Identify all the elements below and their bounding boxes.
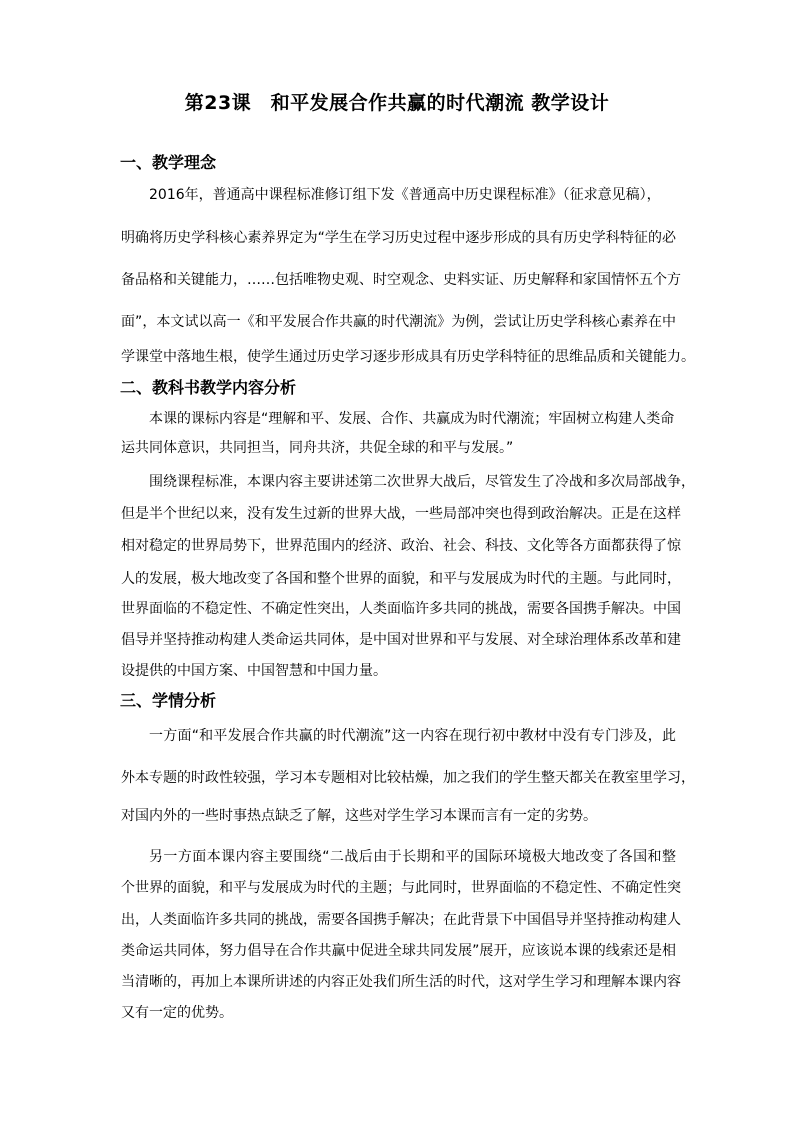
paragraph-line: 围绕课程标准，本课内容主要讲述第二次世界大战后，尽管发生了冷战和多次局部战争， [149, 474, 695, 490]
paragraph-line: 对国内外的一些时事热点缺乏了解，这些对学生学习本课而言有一定的劣势。 [121, 808, 597, 824]
section-heading-student-analysis: 三、学情分析 [120, 691, 217, 710]
paragraph-line: 本课的课标内容是“理解和平、发展、合作、共赢成为时代潮流；牢固树立构建人类命 [149, 411, 675, 427]
paragraph-line: 面”，本文试以高一《和平发展合作共赢的时代潮流》为例，尝试让历史学科核心素养在中 [121, 314, 676, 330]
paragraph-line: 学课堂中落地生根，使学生通过历史学习逐步形成具有历史学科特征的思维品质和关键能力。 [121, 349, 695, 365]
paragraph-line: 备品格和关键能力，……包括唯物史观、时空观念、史料实证、历史解释和家国情怀五个方 [121, 272, 681, 288]
paragraph-line: 相对稳定的世界局势下，世界范围内的经济、政治、社会、科技、文化等各方面都获得了惊 [121, 538, 681, 554]
paragraph-line: 出，人类面临许多共同的挑战，需要各国携手解决；在此背景下中国倡导并坚持推动构建人 [121, 912, 681, 928]
paragraph-line: 明确将历史学科核心素养界定为“学生在学习历史过程中逐步形成的具有历史学科特征的必 [121, 230, 676, 246]
paragraph-line: 世界面临的不稳定性、不确定性突出，人类面临许多共同的挑战，需要各国携手解决。中国 [121, 601, 681, 617]
document-title: 第23课 和平发展合作共赢的时代潮流 教学设计 [184, 92, 610, 114]
section-heading-textbook-analysis: 二、教科书教学内容分析 [120, 378, 297, 397]
paragraph-line: 个世界的面貌，和平与发展成为时代的主题；与此同时，世界面临的不稳定性、不确定性突 [121, 880, 681, 896]
paragraph-line: 设提供的中国方案、中国智慧和中国力量。 [121, 663, 387, 679]
paragraph-line: 又有一定的优势。 [121, 1005, 233, 1021]
section-heading-teaching-philosophy: 一、教学理念 [120, 153, 217, 172]
paragraph-line: 2016年，普通高中课程标准修订组下发《普通高中历史课程标准》（征求意见稿）， [149, 187, 661, 203]
paragraph-line: 人的发展，极大地改变了各国和整个世界的面貌，和平与发展成为时代的主题。与此同时， [121, 571, 681, 587]
paragraph-line: 当清晰的，再加上本课所讲述的内容正处我们所生活的时代，这对学生学习和理解本课内容 [121, 974, 681, 990]
paragraph-line: 另一方面本课内容主要围绕“二战后由于长期和平的国际环境极大地改变了各国和整 [149, 849, 676, 865]
paragraph-line: 但是半个世纪以来，没有发生过新的世界大战，一些局部冲突也得到政治解决。正是在这样 [121, 506, 681, 522]
paragraph-line: 一方面“和平发展合作共赢的时代潮流”这一内容在现行初中教材中没有专门涉及，此 [149, 728, 676, 744]
paragraph-line: 运共同体意识，共同担当，同舟共济，共促全球的和平与发展。” [121, 440, 514, 456]
paragraph-line: 倡导并坚持推动构建人类命运共同体，是中国对世界和平与发展、对全球治理体系改革和建 [121, 632, 681, 648]
paragraph-line: 外本专题的时政性较强，学习本专题相对比较枯燥，加之我们的学生整天都关在教室里学习， [121, 770, 695, 786]
paragraph-line: 类命运共同体，努力倡导在合作共赢中促进全球共同发展”展开，应该说本课的线索还是相 [121, 943, 676, 959]
